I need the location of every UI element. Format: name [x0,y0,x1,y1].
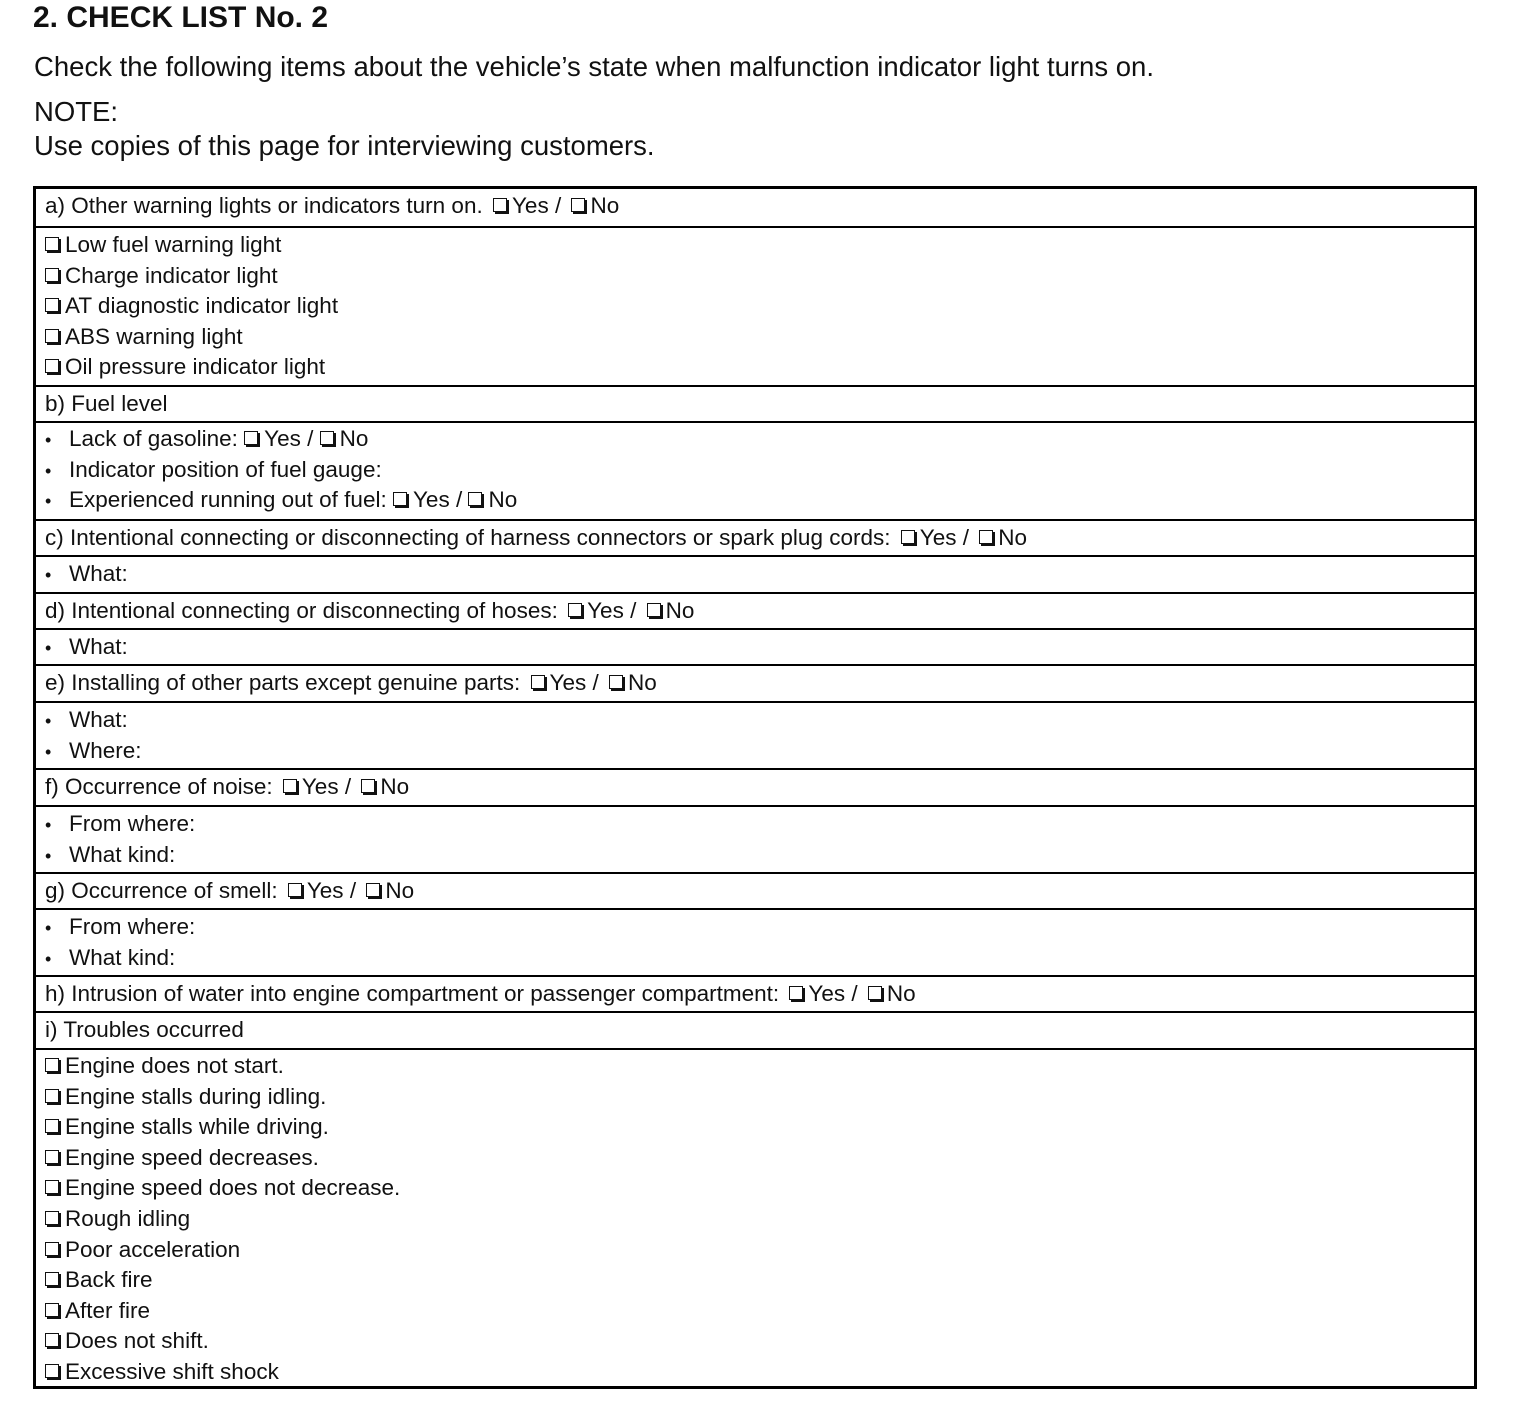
option-item: ABS warning light [45,322,1474,353]
bullet-icon: • [45,460,52,481]
checkbox[interactable] [45,1180,59,1194]
bullet-item: • Where: [45,736,1474,767]
question-row-e [36,664,1474,701]
option-item: Engine stalls during idling. [45,1082,1474,1113]
bullet-icon: • [45,741,52,762]
question-h-label: h) Intrusion of water into engine compartment or passenger compartment: [45,981,780,1006]
bullet-icon: • [45,948,52,969]
checkbox-yes[interactable] [244,431,258,445]
bullet-item: • What: [45,557,1474,591]
option-item: Engine speed does not decrease. [45,1173,1474,1204]
option-item: Charge indicator light [45,261,1474,292]
checkbox[interactable] [45,268,59,282]
checkbox-no[interactable] [868,986,882,1000]
question-b-label: b) Fuel level [45,391,168,416]
question-row-c [36,519,1474,555]
note-heading: NOTE: [34,96,119,127]
checkbox-yes[interactable] [568,603,582,617]
checkbox[interactable] [45,1303,59,1317]
bullet-item: • Experienced running out of fuel: Yes / No [45,485,1474,516]
items-row-b [36,421,1474,519]
checkbox[interactable] [45,298,59,312]
question-row-d [36,592,1474,628]
answer-d: Yes / No [564,594,694,628]
bullet-icon: • [45,565,52,585]
question-i-label: i) Troubles occurred [45,1017,244,1042]
question-row-f [36,768,1474,805]
answer-h: Yes / No [785,977,915,1011]
question-row-g [36,872,1474,908]
bullet-icon: • [45,845,52,866]
checkbox[interactable] [45,1242,59,1256]
checkbox[interactable] [45,1272,59,1286]
bullet-icon: • [45,815,52,835]
checkbox[interactable] [45,1150,59,1164]
answer-a: Yes / No [489,189,619,223]
question-row-h [36,975,1474,1011]
question-a-label: a) Other warning lights or indicators turn on. [45,193,483,218]
checkbox[interactable] [45,1211,59,1225]
items-row-g [36,908,1474,975]
answer-g: Yes / No [284,874,414,908]
option-item: Back fire [45,1265,1474,1296]
bullet-item: • Indicator position of fuel gauge: [45,455,1474,486]
bullet-item: • What: [45,705,1474,736]
option-item: After fire [45,1296,1474,1327]
option-item: Low fuel warning light [45,230,1474,261]
checkbox-no[interactable] [468,492,482,506]
answer-f: Yes / No [279,770,409,804]
items-row-f [36,805,1474,872]
bullet-icon: • [45,711,52,731]
checkbox-yes[interactable] [789,986,803,1000]
option-item: Oil pressure indicator light [45,352,1474,383]
note-text: Use copies of this page for interviewing customers. [34,130,655,161]
checkbox[interactable] [45,329,59,343]
options-row-a [36,226,1474,385]
items-row-d [36,628,1474,664]
checkbox-no[interactable] [979,530,993,544]
checkbox-no[interactable] [647,603,661,617]
question-c-label: c) Intentional connecting or disconnecting of harness connectors or spark plug cords: [45,525,891,550]
option-item: Does not shift. [45,1326,1474,1357]
answer-b-gasoline: Yes / No [244,424,368,455]
bullet-icon: • [45,430,52,450]
option-item: Rough idling [45,1204,1474,1235]
answer-c: Yes / No [897,521,1027,555]
checkbox-no[interactable] [609,675,623,689]
checkbox-yes[interactable] [531,675,545,689]
checkbox-yes[interactable] [493,198,507,212]
bullet-item: • What kind: [45,943,1474,974]
checkbox-no[interactable] [366,883,380,897]
bullet-icon: • [45,918,52,938]
option-item: Poor acceleration [45,1235,1474,1266]
option-item: Excessive shift shock [45,1357,1474,1388]
checkbox-yes[interactable] [288,883,302,897]
bullet-item: • From where: [45,809,1474,840]
checkbox[interactable] [45,359,59,373]
checkbox[interactable] [45,1089,59,1103]
checkbox-yes[interactable] [901,530,915,544]
answer-e: Yes / No [527,666,657,700]
option-item: Engine stalls while driving. [45,1112,1474,1143]
note-block [34,95,655,163]
question-g-label: g) Occurrence of smell: [45,878,278,903]
check-list-table [33,186,1477,1389]
checkbox[interactable] [45,1364,59,1378]
question-row-b [36,385,1474,421]
bullet-icon: • [45,638,52,658]
option-item: Engine speed decreases. [45,1143,1474,1174]
bullet-item: • What: [45,630,1474,664]
options-row-i [36,1048,1474,1386]
option-item: Engine does not start. [45,1051,1474,1082]
checkbox-no[interactable] [361,779,375,793]
items-row-e [36,701,1474,768]
bullet-item: • What kind: [45,840,1474,871]
question-f-label: f) Occurrence of noise: [45,774,273,799]
page-title: 2. CHECK LIST No. 2 [33,1,329,34]
question-row-a [36,189,1474,226]
items-row-c [36,555,1474,592]
option-item: AT diagnostic indicator light [45,291,1474,322]
checkbox[interactable] [45,1333,59,1347]
answer-b-ran-out: Yes / No [393,485,517,516]
question-d-label: d) Intentional connecting or disconnecting of hoses: [45,598,558,623]
question-e-label: e) Installing of other parts except genuine parts: [45,670,521,695]
bullet-item: • From where: [45,912,1474,943]
intro-text: Check the following items about the vehicle’s state when malfunction indicator light turns on. [34,51,1154,82]
bullet-icon: • [45,491,52,512]
checkbox-yes[interactable] [393,492,407,506]
checkbox[interactable] [45,1119,59,1133]
checkbox[interactable] [45,237,59,251]
checkbox-no[interactable] [571,198,585,212]
checkbox-no[interactable] [320,431,334,445]
checkbox-yes[interactable] [283,779,297,793]
question-row-i [36,1011,1474,1048]
bullet-item: • Lack of gasoline: Yes / No [45,424,1474,455]
checkbox[interactable] [45,1058,59,1072]
